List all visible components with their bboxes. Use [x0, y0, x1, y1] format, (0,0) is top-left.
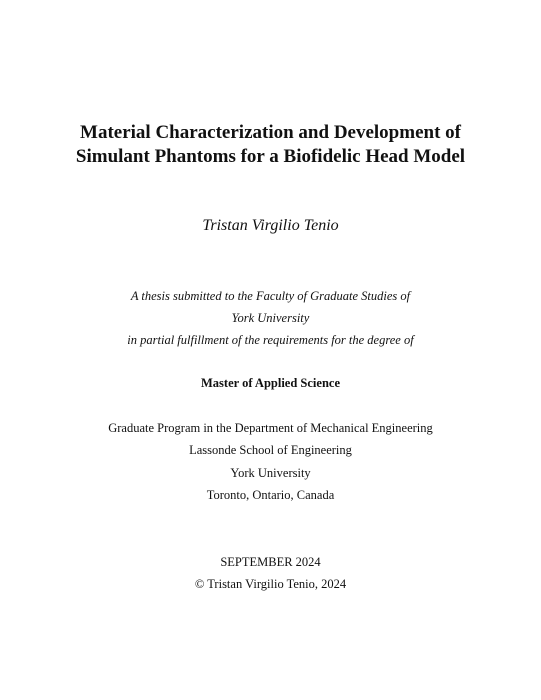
- author-name: Tristan Virgilio Tenio: [202, 217, 339, 234]
- submission-date: SEPTEMBER 2024: [220, 555, 321, 569]
- degree-name: Master of Applied Science: [201, 376, 340, 390]
- university-name: York University: [230, 466, 311, 480]
- school-name: Lassonde School of Engineering: [189, 443, 352, 457]
- submission-line-3: in partial fulfillment of the requirements for the degree of: [127, 333, 414, 347]
- title-line-2: Simulant Phantoms for a Biofidelic Head Model: [75, 146, 466, 167]
- submission-line-2: York University: [231, 311, 310, 325]
- submission-line-1: A thesis submitted to the Faculty of Graduate Studies of: [130, 289, 411, 303]
- copyright-notice: © Tristan Virgilio Tenio, 2024: [194, 577, 347, 591]
- location: Toronto, Ontario, Canada: [206, 488, 335, 502]
- program-name: Graduate Program in the Department of Mechanical Engineering: [108, 421, 433, 435]
- title-line-1: Material Characterization and Development of: [80, 122, 461, 143]
